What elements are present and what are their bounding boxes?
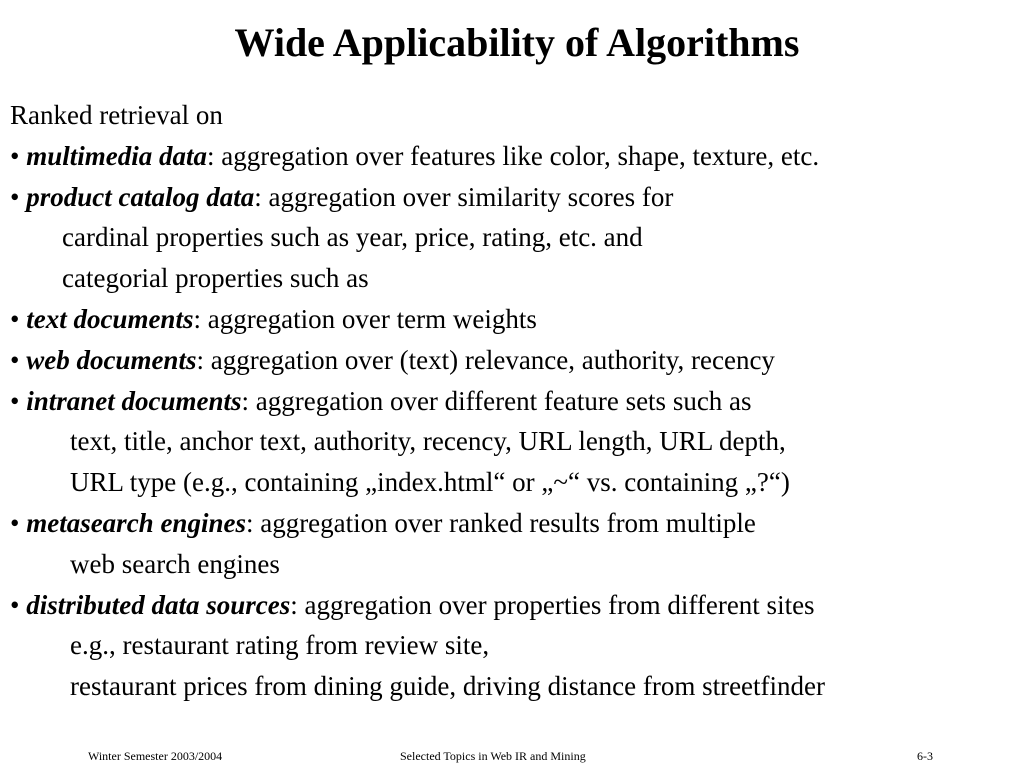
bullet-description: : aggregation over term weights <box>193 303 537 334</box>
bullet-description: : aggregation over similarity scores for <box>254 181 674 212</box>
bullet-marker: • <box>10 385 20 416</box>
bullet-term: text documents <box>26 303 194 334</box>
bullet-description: : aggregation over ranked results from multiple <box>245 507 756 538</box>
continuation-line: URL type (e.g., containing „index.html“ or „~“ vs. containing „?“) <box>70 467 790 498</box>
bullet-description: : aggregation over properties from different sites <box>290 589 815 620</box>
continuation-line: cardinal properties such as year, price, rating, etc. and <box>62 222 643 253</box>
bullet-distributed-data-sources <box>10 585 1024 626</box>
bullet-term: web documents <box>26 344 197 375</box>
bullet-description: : aggregation over (text) relevance, authority, recency <box>196 344 775 375</box>
bullet-text-documents <box>10 299 1024 340</box>
footer-page-number: 6-3 <box>917 749 933 763</box>
bullet-multimedia-data <box>10 136 1024 177</box>
bullet-web-documents <box>10 340 1024 381</box>
continuation-line: web search engines <box>70 548 280 579</box>
footer-semester: Winter Semester 2003/2004 <box>88 749 223 763</box>
bullet-term: product catalog data <box>26 181 255 212</box>
slide-title: Wide Applicability of Algorithms <box>234 20 800 65</box>
bullet-marker: • <box>10 181 20 212</box>
bullet-term: multimedia data <box>26 140 207 171</box>
bullet-term: metasearch engines <box>26 507 246 538</box>
continuation-line: categorial properties such as <box>62 263 369 294</box>
bullet-marker: • <box>10 507 20 538</box>
bullet-term: intranet documents <box>26 385 242 416</box>
bullet-description: : aggregation over different feature sets such as <box>241 385 752 416</box>
bullet-marker: • <box>10 344 20 375</box>
continuation-line: text, title, anchor text, authority, recency, URL length, URL depth, <box>70 426 786 457</box>
slide-body <box>10 95 1024 707</box>
bullet-product-catalog-data <box>10 177 1024 218</box>
bullet-description: : aggregation over features like color, shape, texture, etc. <box>206 140 820 171</box>
continuation-line: restaurant prices from dining guide, driving distance from streetfinder <box>70 671 826 702</box>
bullet-marker: • <box>10 303 20 334</box>
intro-line: Ranked retrieval on <box>10 100 223 130</box>
bullet-metasearch-engines <box>10 503 1024 544</box>
bullet-marker: • <box>10 140 20 171</box>
footer-course-title: Selected Topics in Web IR and Mining <box>400 749 586 763</box>
bullet-marker: • <box>10 589 20 620</box>
bullet-term: distributed data sources <box>26 589 291 620</box>
continuation-line: e.g., restaurant rating from review site, <box>70 630 490 661</box>
bullet-intranet-documents <box>10 381 1024 422</box>
